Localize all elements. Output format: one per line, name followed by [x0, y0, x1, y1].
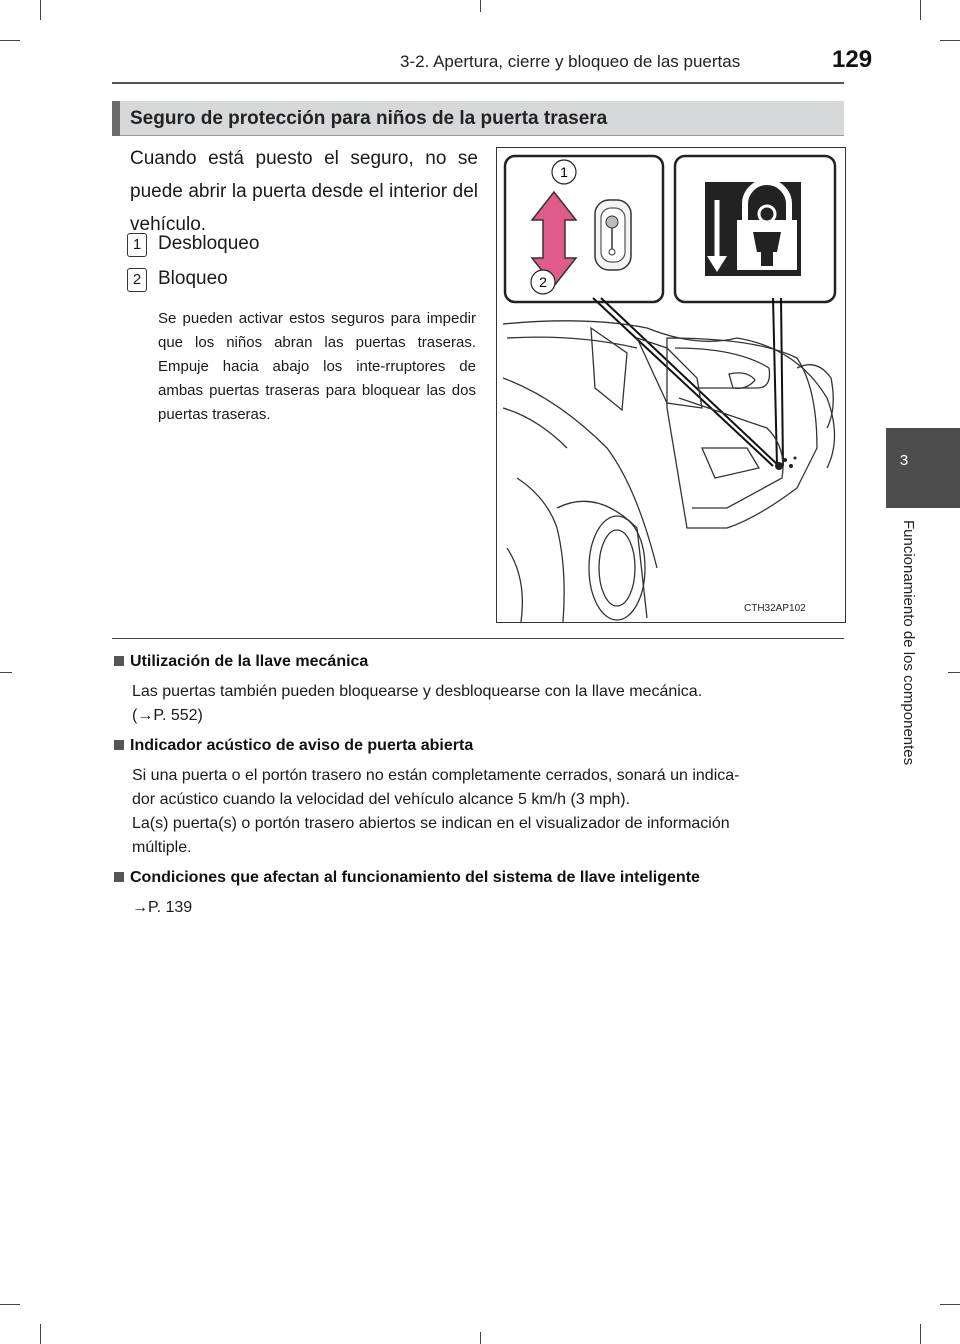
bullet-square-icon: [114, 740, 124, 750]
bullet-line: Si una puerta o el portón trasero no están completamente cerrados, sonará un indica-: [132, 767, 740, 784]
door-switch-detail: [775, 457, 797, 471]
callout-2-text: 2: [539, 274, 547, 290]
bullet-line: →P. 139: [132, 899, 193, 916]
item-label-lock: Bloqueo: [158, 268, 228, 289]
bullet-line: La(s) puerta(s) o portón trasero abiertos se indican en el visualizador de información: [132, 815, 730, 832]
crop-mark: [948, 672, 960, 673]
bullet-heading-door-buzzer: [114, 737, 473, 755]
item-number-2: 2: [127, 268, 147, 292]
crop-mark: [40, 1324, 41, 1344]
bullet-line: (→P. 552): [132, 707, 203, 724]
chapter-label: Funcionamiento de los componentes: [900, 520, 917, 766]
crop-mark: [920, 0, 921, 20]
detail-panel-switch: [505, 156, 663, 302]
bullet-line: dor acústico cuando la velocidad del vehículo alcance 5 km/h (3 mph).: [132, 791, 631, 808]
crop-mark: [940, 40, 960, 41]
section-title: Seguro de protección para niños de la puerta trasera: [130, 108, 608, 129]
bullet-heading-mechanical-key: [114, 653, 368, 671]
intro-paragraph: Cuando está puesto el seguro, no se puede abrir la puerta desde el interior del vehículo.: [130, 148, 478, 235]
crop-mark: [40, 0, 41, 20]
crop-mark: [0, 1304, 20, 1305]
header-rule: [112, 82, 844, 84]
crop-mark: [920, 1324, 921, 1344]
callout-1-text: 1: [560, 164, 568, 180]
crop-mark: [940, 1304, 960, 1305]
car-illustration: [503, 321, 835, 622]
bullet-heading-smart-key: [114, 869, 700, 887]
bullet-line: Las puertas también pueden bloquearse y desbloquearse con la llave mecánica.: [132, 683, 703, 700]
note-paragraph: Se pueden activar estos seguros para impedir que los niños abran las puertas traseras. Empuje hacia abajo los inte-rruptores de ambas puertas traseras para bloquear las dos puertas traseras.: [158, 310, 476, 423]
bullet-heading-text: Condiciones que afectan al funcionamiento del sistema de llave inteligente: [130, 869, 700, 886]
running-header: 3-2. Apertura, cierre y bloqueo de las puertas: [400, 52, 741, 71]
chapter-number: 3: [899, 452, 909, 469]
bullet-heading-text: Utilización de la llave mecánica: [130, 653, 369, 670]
crop-mark: [480, 0, 481, 12]
leader-lines: [593, 298, 783, 466]
crop-mark: [0, 40, 20, 41]
crop-mark: [480, 1332, 481, 1344]
child-lock-icon: [705, 182, 801, 276]
bullet-heading-text: Indicador acústico de aviso de puerta abierta: [130, 737, 474, 754]
section-divider: [112, 638, 844, 639]
child-lock-figure: [496, 147, 846, 623]
item-number-1: 1: [127, 233, 147, 257]
bullet-square-icon: [114, 872, 124, 882]
section-heading-accent: [112, 101, 120, 136]
child-lock-illustration: [497, 148, 845, 622]
bullet-square-icon: [114, 656, 124, 666]
item-label-unlock: Desbloqueo: [158, 233, 260, 254]
crop-mark: [0, 672, 12, 673]
figure-code: CTH32AP102: [744, 603, 806, 614]
bullet-line: múltiple.: [132, 839, 192, 856]
page-number: 129: [832, 46, 873, 73]
